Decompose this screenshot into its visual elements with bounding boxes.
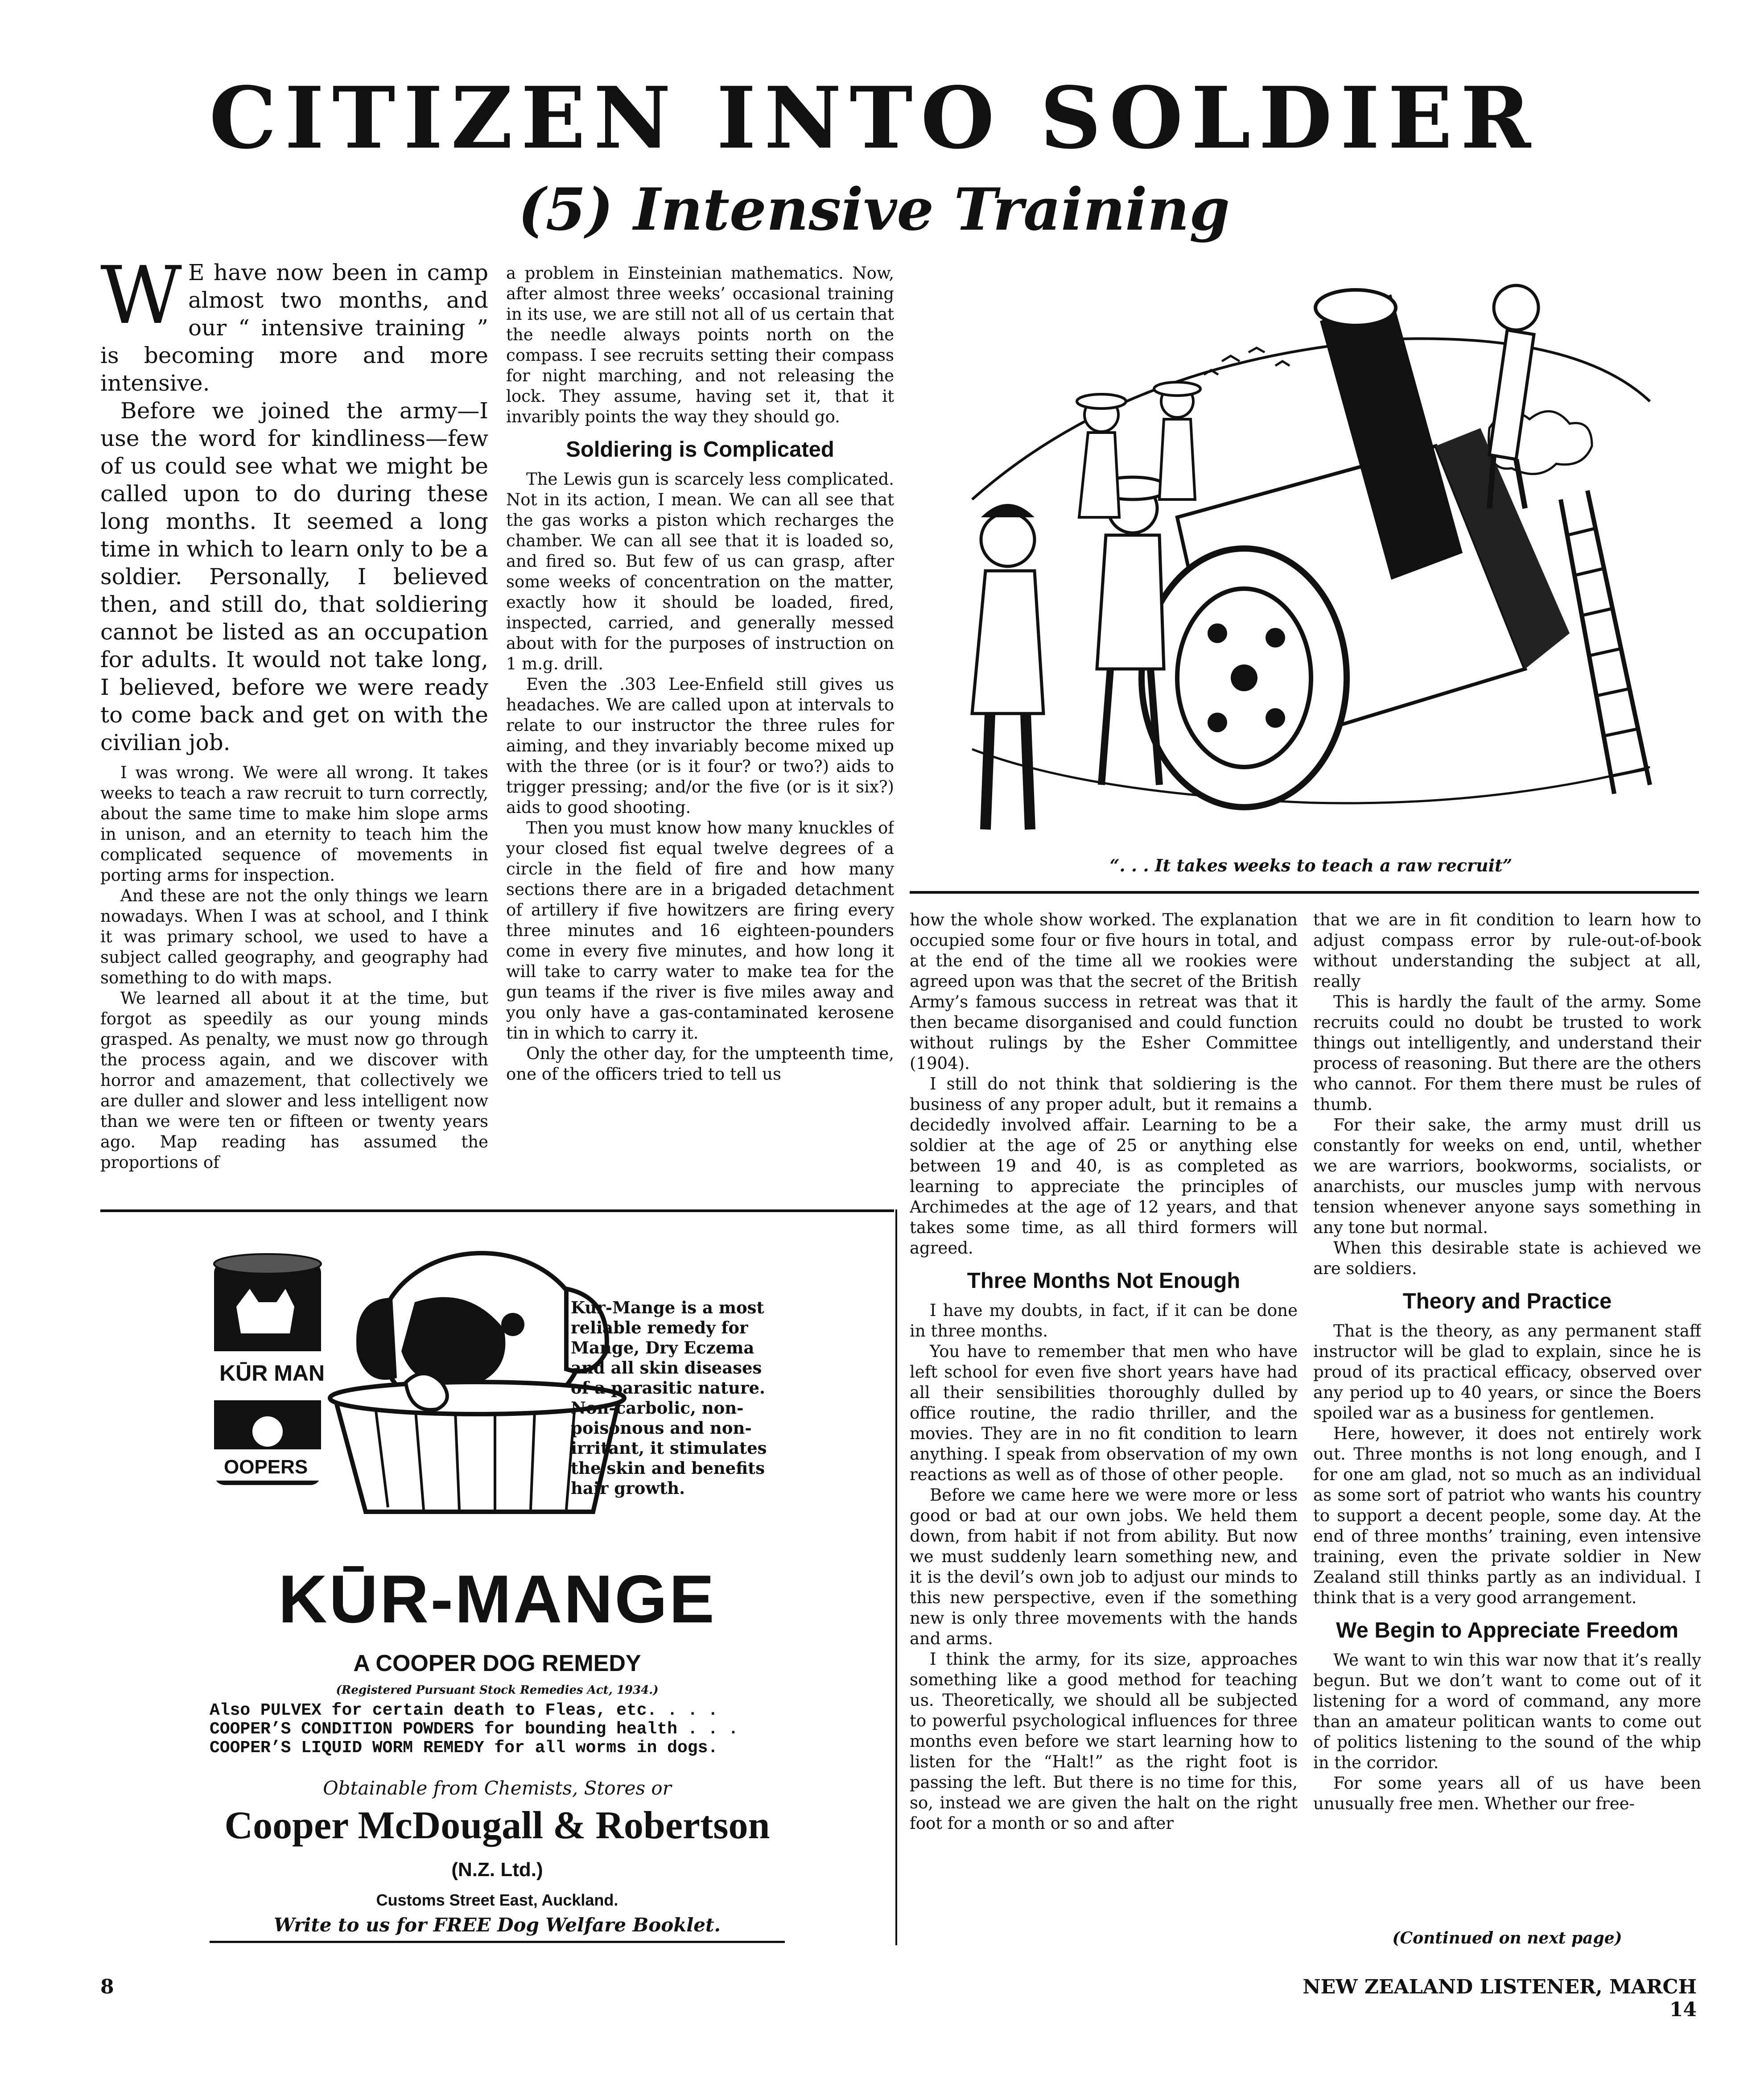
article-paragraph: I have my doubts, in fact, if it can be done in three months. (910, 1300, 1298, 1341)
page-title: CITIZEN INTO SOLDIER (209, 68, 1539, 168)
article-lead (100, 259, 488, 756)
divider (895, 1209, 897, 1945)
article-paragraph: how the whole show worked. The explanation occupied some four or five hours in total, and at the end of the time all we rookies were agreed upon was that the secret of the British Army’s famous success in retreat was that it then became disorganised and could function without rulings by the Esher Committee (1904). (910, 910, 1298, 1073)
company-name: Cooper McDougall & Robertson (224, 1804, 770, 1847)
registration-note: (Registered Pursuant Stock Remedies Act, 1934.) (336, 1683, 659, 1697)
lead-paragraph: Before we joined the army—I use the word for kindliness—few of us could see what we might be called upon to do during these long months. It seemed a long time in which to learn only to be a soldier. Personally, I believed then, and still do, that soldiering cannot be listed as an occupation for adults. It would not take long, I believed, before we were ready to come back and get on with the civilian job. (100, 398, 488, 755)
continued-note: (Continued on next page) (1392, 1929, 1622, 1947)
other-products: Also PULVEX for certain death to Fleas, etc. . . . COOPER’S CONDITION POWDERS for bounding health . . . COOPER’S LIQUID WORM REMEDY for all worms in dogs. (210, 1701, 738, 1758)
brand-name: KŪR-MANGE (278, 1561, 716, 1637)
article-paragraph: And these are not the only things we learn nowadays. When I was at school, and I think it was primary school, we used to have a subject called geography, and geography had something to do with maps. (100, 886, 488, 987)
article-paragraph: We want to win this war now that it’s really begun. But we don’t want to come out of it listening for a word of command, any more than an amateur politican wants to come out of politics listening to the sound of the whip in the corridor. (1313, 1650, 1701, 1772)
article-paragraph: I still do not think that soldiering is the business of any proper adult, but it remains a decidedly involved affair. Learning to be a soldier at the age of 25 or anything else between 19 and 40, is as completed as learning to appreciate the principles of Archimedes at the age of 12 years, and that takes some time, as all third formers will agreed. (910, 1074, 1298, 1258)
article-paragraph: Then you must know how many knuckles of your closed fist equal twelve degrees of a circle in the field of fire and how many sections there are in a brigaded detachment of artillery if five howitzers are firing every three minutes and 16 eighteen-pounders come in every five minutes, and how long it will take to carry water to make tea for the gun teams if the river is five miles away and you only have a gas-contaminated kerosene tin in which to carry it. (506, 818, 894, 1043)
section-heading: Soldiering is Complicated (566, 437, 834, 462)
company-suffix: (N.Z. Ltd.) (451, 1859, 543, 1881)
page-subtitle: (5) Intensive Training (518, 175, 1230, 243)
product-description: Kur-Mange is a most reliable remedy for Mange, Dry Eczema and all skin diseases of a parasitic nature. Non-carbolic, non-poisonous and non-irritant, it stimulates the skin and benefits hair growth. (571, 1298, 767, 1498)
publication-name: NEW ZEALAND LISTENER, MARCH 14 (1303, 1976, 1697, 2021)
article-paragraph: You have to remember that men who have left school for even five short years have had all their sensibilities thoroughly dulled by office routine, the radio thriller, and the movies. They are in no fit condition to learn anything. I speak from observation of my own reactions as well as of those of other people. (910, 1341, 1298, 1484)
article-paragraph: I was wrong. We were all wrong. It takes weeks to teach a raw recruit to turn correctly, about the same time to make him slope arms in unison, and an eternity to teach him the complicated sequence of movements in porting arms for inspection. (100, 763, 488, 885)
divider (910, 891, 1699, 894)
article-paragraph: That is the theory, as any permanent staff instructor will be glad to explain, since he is proud of its practical efficacy, observed over any period up to 40 years, or since the Boers spoiled war as a business for gentlemen. (1313, 1321, 1701, 1423)
divider (100, 1209, 894, 1212)
ad-bottom-rule (210, 1941, 785, 1943)
article-paragraph: We learned all about it at the time, but forgot as speedily as our young minds grasped. As penalty, we must now go through the process again, and we discover with horror and amazement, that collectively we are duller and slower and less intelligent now than we were ten or fifteen or twenty years ago. Map reading has assumed the proportions of (100, 989, 488, 1172)
cartoon-illustration (954, 268, 1668, 856)
article-paragraph: For some years all of us have been unusually free men. Whether our free- (1313, 1773, 1701, 1813)
article-paragraph: When this desirable state is achieved we are soldiers. (1313, 1238, 1701, 1278)
article-paragraph: Before we came here we were more or less good or bad at our own jobs. We held them down, from habit if not from ability. But now we must suddenly learn something new, and it is the devil’s own job to adjust our minds to this new perspective, even if the something new is only three movements with the hands and arms. (910, 1485, 1298, 1648)
company-address: Customs Street East, Auckland. (376, 1891, 618, 1909)
booklet-offer: Write to us for FREE Dog Welfare Booklet. (273, 1914, 721, 1936)
brand-tagline: A COOPER DOG REMEDY (353, 1650, 641, 1676)
cartoon-drawing (954, 268, 1668, 856)
drop-cap: W (100, 259, 182, 342)
article-paragraph: Even the .303 Lee-Enfield still gives us headaches. We are called upon at intervals to relate to our instructor the three rules for aiming, and they invariably become mixed up with the three (or is it four? or two?) aids to trigger pressing; and/or the five (or is it six?) aids to good shooting. (506, 674, 894, 817)
advertisement (103, 1222, 892, 1944)
obtainable-note: Obtainable from Chemists, Stores or (323, 1777, 672, 1799)
can-label-top: KŪR MAN (219, 1361, 325, 1386)
illustration-caption: “. . . It takes weeks to teach a raw recruit” (1109, 855, 1513, 875)
section-heading: We Begin to Appreciate Freedom (1336, 1618, 1678, 1642)
article-column-4 (1313, 910, 1701, 1931)
article-paragraph: I think the army, for its size, approaches something like a good method for teaching us. Theoretically, we should all be subjected to powerful psychological influences for three months even before we start learning how to listen for the “Halt!” as the right foot is passing the left. But there is no time for this, so, instead we are given the halt on the right foot for a month or so and after (910, 1649, 1298, 1833)
section-heading: Three Months Not Enough (967, 1269, 1241, 1293)
lead-paragraph: W E have now been in camp almost two months, and our “ intensive training ” is becoming more and more intensive. (100, 259, 488, 396)
article-paragraph: Here, however, it does not entirely work out. Three months is not long enough, and I for one am glad, not so much as an individual as some sort of patriot who wants his country to support a decent people, some day. At the end of three months’ training, even intensive training, even the private soldier in New Zealand still thinks partly as an individual. I think that is a very good arrangement. (1313, 1423, 1701, 1607)
article-column-2 (506, 263, 894, 1195)
article-paragraph: This is hardly the fault of the army. Some recruits could no doubt be trusted to work things out intelligently, and understand their process of reasoning. But there are the others who cannot. For them there must be rules of thumb. (1313, 992, 1701, 1114)
article-paragraph: that we are in fit condition to learn how to adjust compass error by rule-out-of-book without understanding the subject at all, really (1313, 910, 1701, 991)
article-paragraph: Only the other day, for the umpteenth time, one of the officers tried to tell us (506, 1044, 894, 1084)
article-column-1 (100, 259, 488, 1191)
section-heading: Theory and Practice (1402, 1289, 1612, 1313)
article-paragraph: For their sake, the army must drill us constantly for weeks on end, until, whether we are warriors, bookworms, socialists, or anarchists, our muscles jump with nervous tension whenever anyone says something in any tone but normal. (1313, 1115, 1701, 1237)
article-paragraph: The Lewis gun is scarcely less complicated. Not in its action, I mean. We can all see that the gas works a piston which recharges the chamber. We can all see that it is loaded so, and fired so. But few of us can grasp, after some weeks of concentration on the matter, exactly how it should be loaded, fired, inspected, carried, and generally messed about with for the purposes of instruction on 1 m.g. drill. (506, 469, 894, 673)
article-paragraph: a problem in Einsteinian mathematics. Now, after almost three weeks’ occasional training in its use, we are still not all of us certain that the needle always points north on the compass. I see recruits setting their compass for night marching, and not releasing the lock. They assume, having set it, that it invaribly points the way they should go. (506, 264, 894, 426)
page-number: 8 (100, 1976, 114, 1998)
article-column-3 (910, 910, 1298, 1944)
can-label-bottom: OOPERS (224, 1456, 308, 1478)
